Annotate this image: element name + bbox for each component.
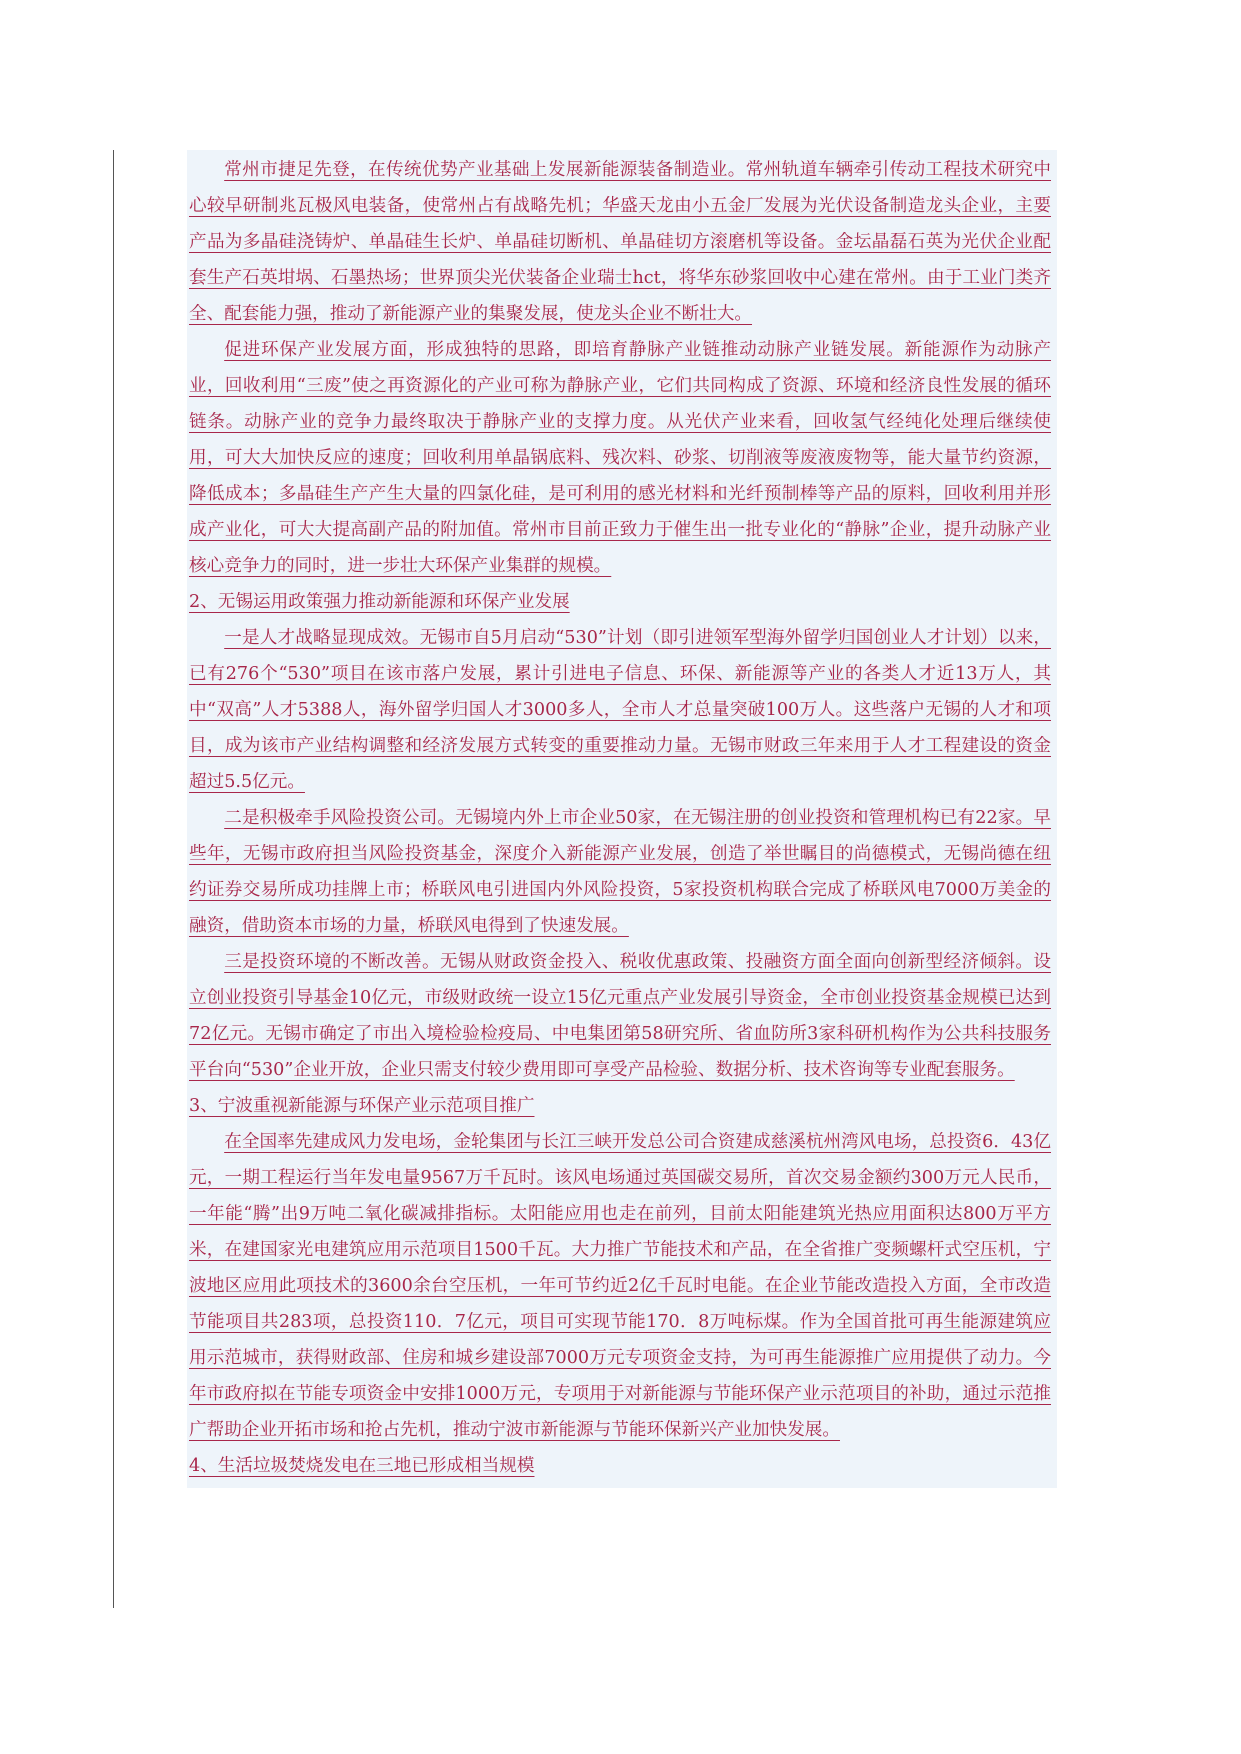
paragraph-wuxi-venture: 二是积极牵手风险投资公司。无锡境内外上市企业50家，在无锡注册的创业投资和管理机构已有22家。早些年，无锡市政府担当风险投资基金，深度介入新能源产业发展，创造了举世瞩目的尚德模式，无锡尚德在纽约证券交易所成功挂牌上市；桥联风电引进国内外风险投资，5家投资机构联合完成了桥联风电7000万美金的融资，借助资本市场的力量，桥联风电得到了快速发展。	[189, 808, 1051, 936]
paragraph-ningbo-projects: 在全国率先建成风力发电场，金轮集团与长江三峡开发总公司合资建成慈溪杭州湾风电场，总投资6．43亿元，一期工程运行当年发电量9567万千瓦时。该风电场通过英国碳交易所，首次交易金额约300万元人民币，一年能“腾”出9万吨二氧化碳减排指标。太阳能应用也走在前列，目前太阳能建筑光热应用面积达800万平方米，在建国家光电建筑应用示范项目1500千瓦。大力推广节能技术和产品，在全省推广变频螺杆式空压机，宁波地区应用此项技术的3600余台空压机，一年可节约近2亿千瓦时电能。在企业节能改造投入方面，全市改造节能项目共283项，总投资110．7亿元，项目可实现节能170．8万吨标煤。作为全国首批可再生能源建筑应用示范城市，获得财政部、住房和城乡建设部7000万元专项资金支持，为可再生能源推广应用提供了动力。今年市政府拟在节能专项资金中安排1000万元，专项用于对新能源与节能环保产业示范项目的补助，通过示范推广帮助企业开拓市场和抢占先机，推动宁波市新能源与节能环保新兴产业加快发展。	[189, 1132, 1051, 1440]
document-body	[187, 150, 1057, 1488]
paragraph-environmental-industry: 促进环保产业发展方面，形成独特的思路，即培育静脉产业链推动动脉产业链发展。新能源作为动脉产业，回收利用“三废”使之再资源化的产业可称为静脉产业，它们共同构成了资源、环境和经济良性发展的循环链条。动脉产业的竞争力最终取决于静脉产业的支撑力度。从光伏产业来看，回收氢气经纯化处理后继续使用，可大大加快反应的速度；回收利用单晶锅底料、残次料、砂浆、切削液等废液废物等，能大量节约资源，降低成本；多晶硅生产产生大量的四氯化硅，是可利用的感光材料和光纤预制棒等产品的原料，回收利用并形成产业化，可大大提高副产品的附加值。常州市目前正致力于催生出一批专业化的“静脉”企业，提升动脉产业核心竞争力的同时，进一步壮大环保产业集群的规模。	[189, 340, 1051, 576]
paragraph-wuxi-investment: 三是投资环境的不断改善。无锡从财政资金投入、税收优惠政策、投融资方面全面向创新型经济倾斜。设立创业投资引导基金10亿元，市级财政统一设立15亿元重点产业发展引导资金，全市创业投资基金规模已达到72亿元。无锡市确定了市出入境检验检疫局、中电集团第58研究所、省血防所3家科研机构作为公共科技服务平台向“530”企业开放，企业只需支付较少费用即可享受产品检验、数据分析、技术咨询等专业配套服务。	[189, 952, 1051, 1080]
revision-change-bar	[113, 150, 114, 1608]
section-heading-wuxi: 2、无锡运用政策强力推动新能源和环保产业发展	[189, 592, 570, 612]
section-heading-ningbo: 3、宁波重视新能源与环保产业示范项目推广	[189, 1096, 535, 1116]
paragraph-changzhou-energy: 常州市捷足先登，在传统优势产业基础上发展新能源装备制造业。常州轨道车辆牵引传动工程技术研究中心较早研制兆瓦极风电装备，使常州占有战略先机；华盛天龙由小五金厂发展为光伏设备制造龙头企业，主要产品为多晶硅浇铸炉、单晶硅生长炉、单晶硅切断机、单晶硅切方滚磨机等设备。金坛晶磊石英为光伏企业配套生产石英坩埚、石墨热场；世界顶尖光伏装备企业瑞士hct，将华东砂浆回收中心建在常州。由于工业门类齐全、配套能力强，推动了新能源产业的集聚发展，使龙头企业不断壮大。	[189, 160, 1051, 324]
paragraph-wuxi-talent: 一是人才战略显现成效。无锡市自5月启动“530”计划（即引进领军型海外留学归国创业人才计划）以来，已有276个“530”项目在该市落户发展，累计引进电子信息、环保、新能源等产业的各类人才近13万人，其中“双高”人才5388人，海外留学归国人才3000多人，全市人才总量突破100万人。这些落户无锡的人才和项目，成为该市产业结构调整和经济发展方式转变的重要推动力量。无锡市财政三年来用于人才工程建设的资金超过5.5亿元。	[189, 628, 1051, 792]
section-heading-waste-power: 4、生活垃圾焚烧发电在三地已形成相当规模	[189, 1456, 535, 1476]
